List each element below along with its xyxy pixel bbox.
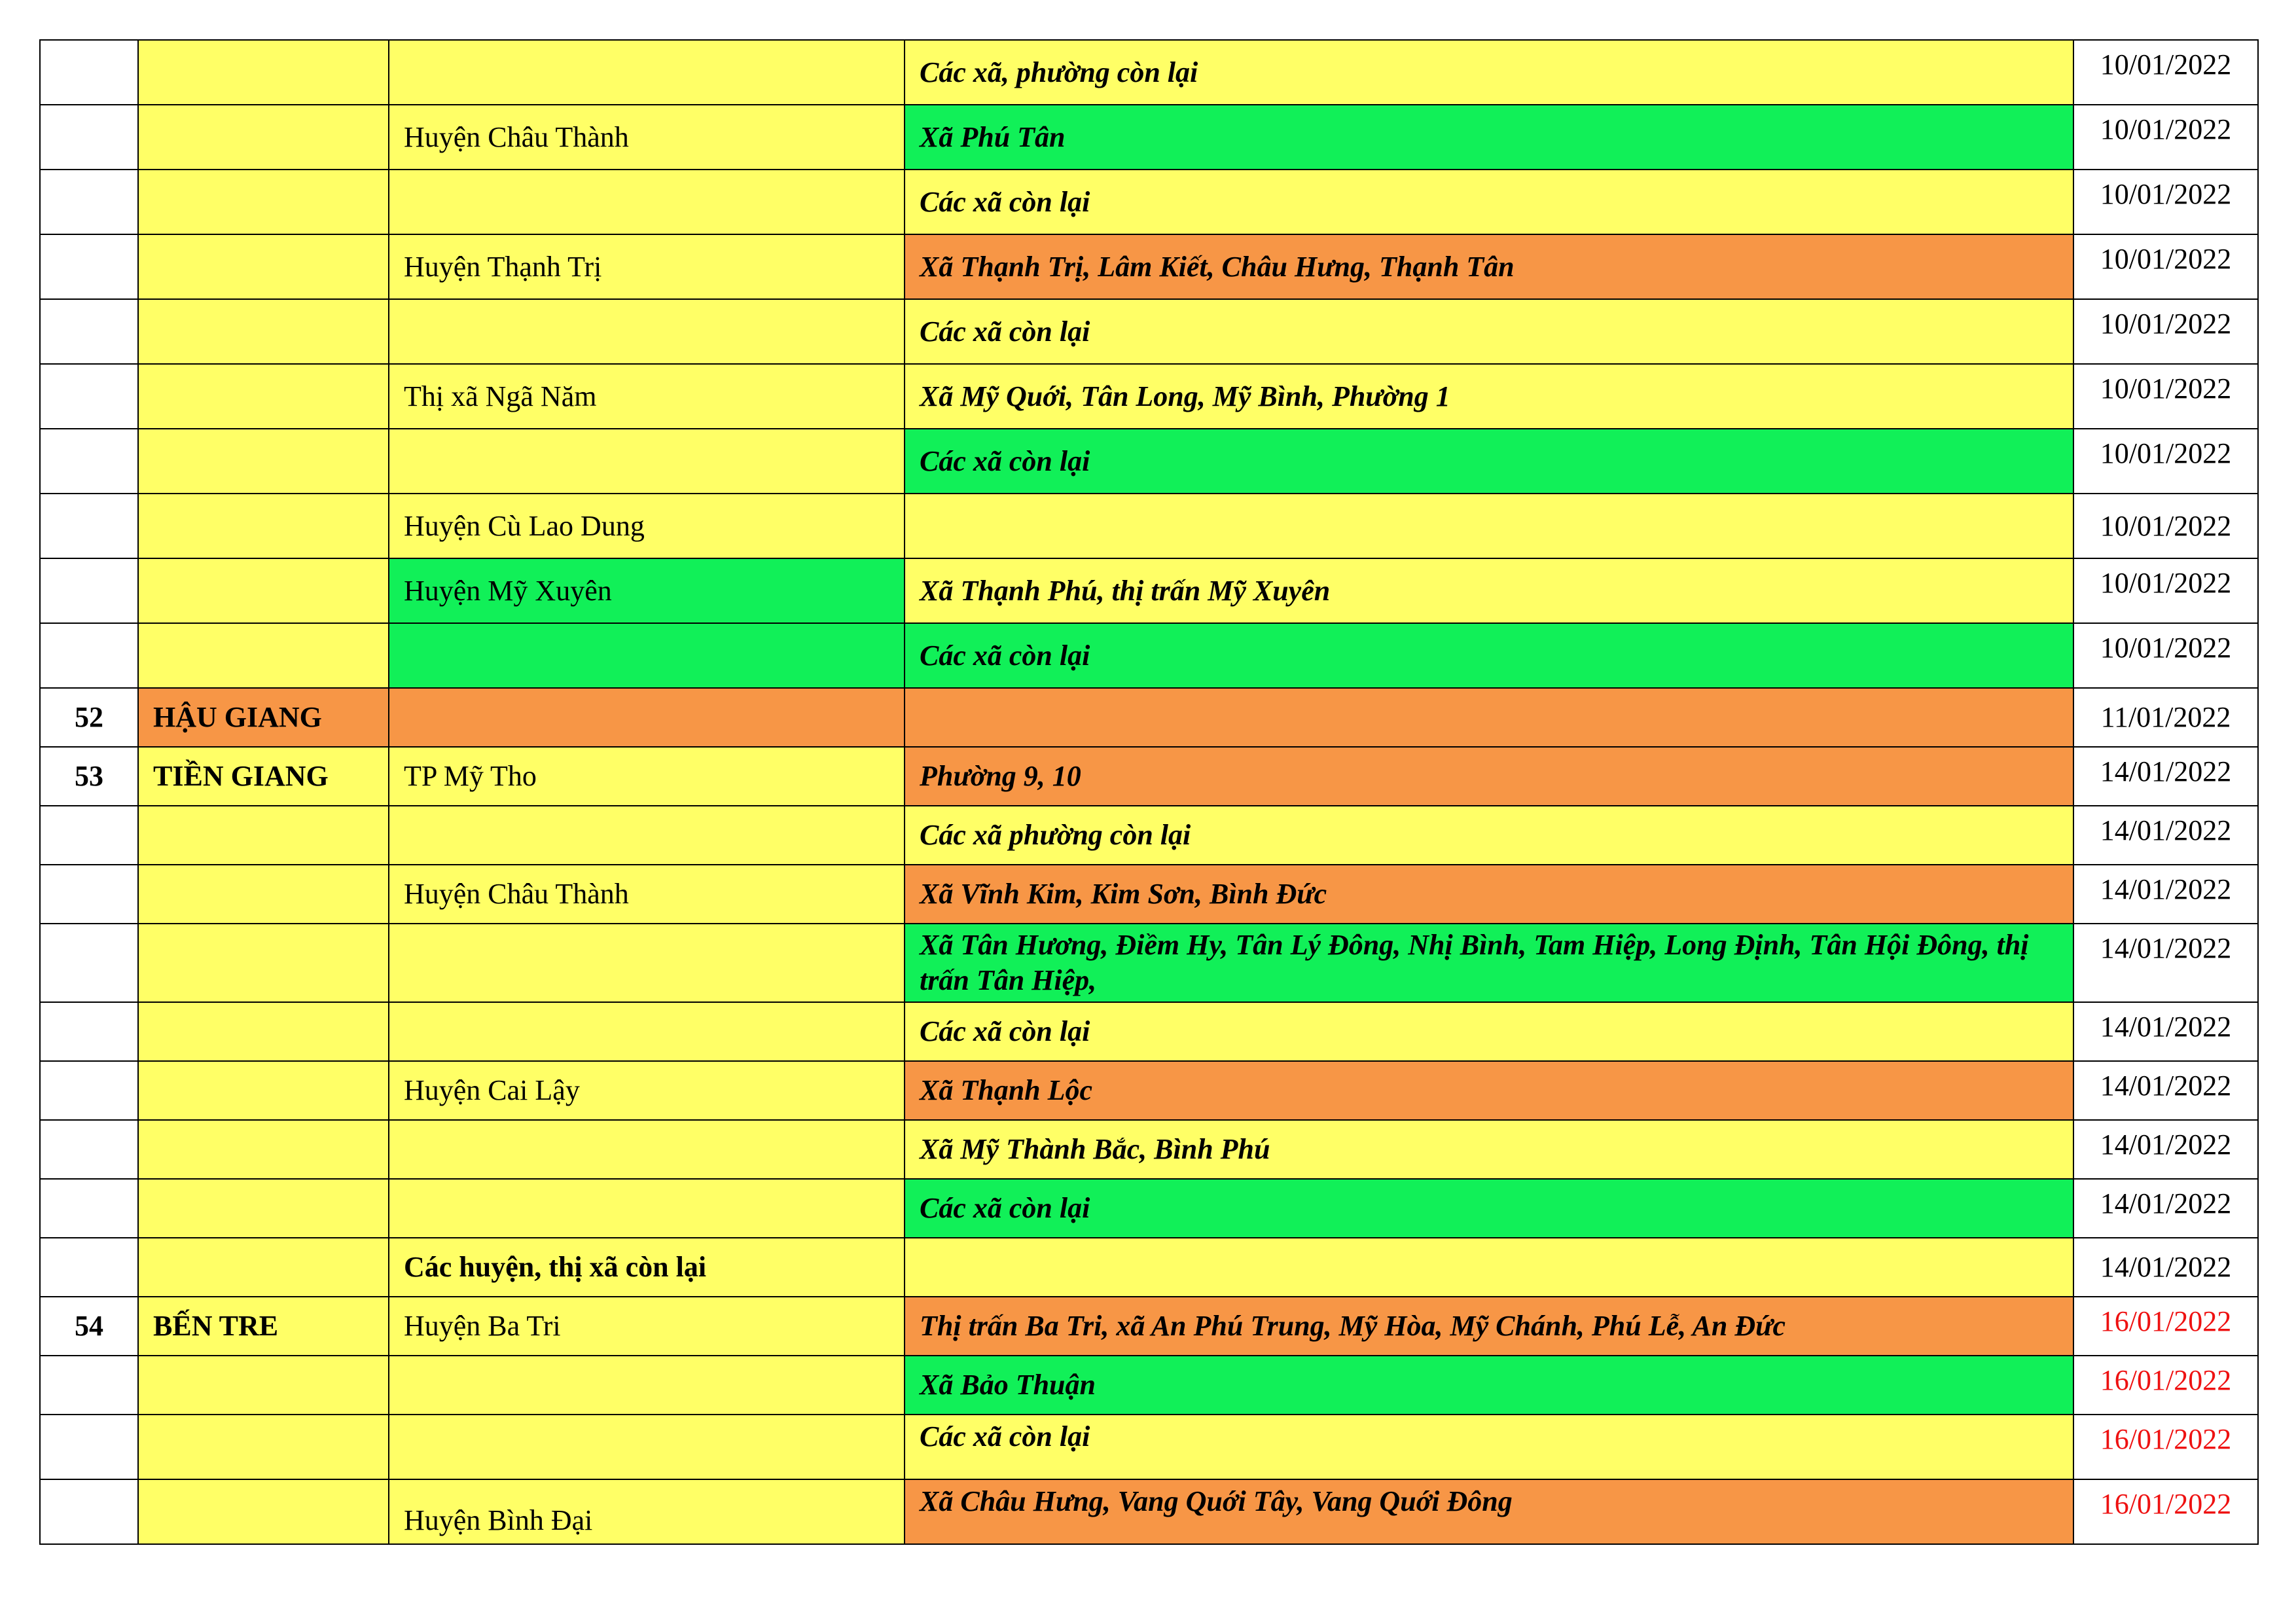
province-cell	[138, 364, 389, 429]
row-number-cell	[40, 105, 138, 170]
table-row	[40, 40, 2258, 105]
date-cell: 16/01/2022	[2073, 1356, 2258, 1415]
province-cell	[138, 299, 389, 364]
date-cell: 11/01/2022	[2073, 688, 2258, 747]
date-cell: 10/01/2022	[2073, 40, 2258, 105]
ward-cell	[905, 1238, 2073, 1297]
table-row	[40, 170, 2258, 234]
date-cell: 16/01/2022	[2073, 1415, 2258, 1479]
district-cell: Các huyện, thị xã còn lại	[389, 1238, 905, 1297]
row-number-cell	[40, 1179, 138, 1238]
table-row	[40, 1238, 2258, 1297]
row-number-cell	[40, 170, 138, 234]
province-cell	[138, 234, 389, 299]
district-cell	[389, 688, 905, 747]
table-row	[40, 688, 2258, 747]
date-cell: 16/01/2022	[2073, 1297, 2258, 1356]
date-cell: 10/01/2022	[2073, 623, 2258, 688]
province-cell	[138, 429, 389, 494]
district-cell	[389, 1356, 905, 1415]
province-cell	[138, 1356, 389, 1415]
province-cell	[138, 170, 389, 234]
table-row	[40, 1002, 2258, 1061]
ward-cell: Các xã còn lại	[905, 1179, 2073, 1238]
row-number-cell	[40, 623, 138, 688]
district-cell: Huyện Châu Thành	[389, 105, 905, 170]
row-number-cell	[40, 494, 138, 558]
table-row	[40, 924, 2258, 1002]
row-number-cell: 53	[40, 747, 138, 806]
district-cell	[389, 299, 905, 364]
date-cell: 14/01/2022	[2073, 1061, 2258, 1120]
district-cell: Huyện Thạnh Trị	[389, 234, 905, 299]
ward-cell: Các xã, phường còn lại	[905, 40, 2073, 105]
row-number-cell	[40, 1415, 138, 1479]
date-cell: 10/01/2022	[2073, 494, 2258, 558]
row-number-cell	[40, 806, 138, 865]
district-cell	[389, 924, 905, 1002]
date-cell: 10/01/2022	[2073, 234, 2258, 299]
district-cell	[389, 623, 905, 688]
row-number-cell	[40, 40, 138, 105]
ward-cell: Xã Phú Tân	[905, 105, 2073, 170]
ward-cell	[905, 688, 2073, 747]
ward-cell: Các xã còn lại	[905, 1002, 2073, 1061]
date-cell: 14/01/2022	[2073, 806, 2258, 865]
ward-cell: Các xã còn lại	[905, 299, 2073, 364]
row-number-cell	[40, 234, 138, 299]
district-cell	[389, 170, 905, 234]
table-row	[40, 1297, 2258, 1356]
ward-cell: Xã Mỹ Thành Bắc, Bình Phú	[905, 1120, 2073, 1179]
row-number-cell	[40, 558, 138, 623]
table-row	[40, 234, 2258, 299]
row-number-cell	[40, 924, 138, 1002]
date-cell: 10/01/2022	[2073, 105, 2258, 170]
province-cell	[138, 1415, 389, 1479]
ward-cell: Xã Vĩnh Kim, Kim Sơn, Bình Đức	[905, 865, 2073, 924]
row-number-cell	[40, 429, 138, 494]
table-row	[40, 1415, 2258, 1479]
ward-cell: Các xã còn lại	[905, 429, 2073, 494]
row-number-cell	[40, 1120, 138, 1179]
table-row	[40, 1356, 2258, 1415]
table-row	[40, 494, 2258, 558]
date-cell: 14/01/2022	[2073, 747, 2258, 806]
province-cell	[138, 1479, 389, 1544]
ward-cell: Xã Thạnh Lộc	[905, 1061, 2073, 1120]
table-row	[40, 623, 2258, 688]
district-cell: TP Mỹ Tho	[389, 747, 905, 806]
date-cell: 14/01/2022	[2073, 865, 2258, 924]
province-cell	[138, 1238, 389, 1297]
row-number-cell	[40, 865, 138, 924]
ward-cell: Xã Thạnh Trị, Lâm Kiết, Châu Hưng, Thạnh Tân	[905, 234, 2073, 299]
row-number-cell	[40, 1479, 138, 1544]
district-cell	[389, 806, 905, 865]
ward-cell: Xã Châu Hưng, Vang Quới Tây, Vang Quới Đông	[905, 1479, 2073, 1544]
ward-cell: Phường 9, 10	[905, 747, 2073, 806]
row-number-cell	[40, 1002, 138, 1061]
ward-cell: Các xã còn lại	[905, 170, 2073, 234]
date-cell: 14/01/2022	[2073, 924, 2258, 1002]
province-cell: HẬU GIANG	[138, 688, 389, 747]
table-row	[40, 1179, 2258, 1238]
row-number-cell	[40, 364, 138, 429]
row-number-cell: 54	[40, 1297, 138, 1356]
province-cell	[138, 105, 389, 170]
district-cell: Huyện Ba Tri	[389, 1297, 905, 1356]
district-cell	[389, 1002, 905, 1061]
ward-cell: Các xã còn lại	[905, 1415, 2073, 1479]
date-cell: 10/01/2022	[2073, 364, 2258, 429]
district-cell: Huyện Bình Đại	[389, 1479, 905, 1544]
date-cell: 16/01/2022	[2073, 1479, 2258, 1544]
table-row	[40, 364, 2258, 429]
table-row	[40, 1120, 2258, 1179]
ward-cell: Xã Tân Hương, Điềm Hy, Tân Lý Đông, Nhị Bình, Tam Hiệp, Long Định, Tân Hội Đông, thị trấn Tân Hiệp,	[905, 924, 2073, 1002]
province-cell	[138, 806, 389, 865]
district-cell	[389, 40, 905, 105]
date-cell: 14/01/2022	[2073, 1120, 2258, 1179]
table-row	[40, 429, 2258, 494]
province-cell	[138, 1120, 389, 1179]
row-number-cell	[40, 1238, 138, 1297]
ward-cell: Các xã còn lại	[905, 623, 2073, 688]
province-cell	[138, 924, 389, 1002]
province-cell	[138, 1179, 389, 1238]
row-number-cell	[40, 1356, 138, 1415]
table-row	[40, 747, 2258, 806]
district-cell	[389, 1415, 905, 1479]
date-cell: 10/01/2022	[2073, 299, 2258, 364]
province-cell	[138, 1061, 389, 1120]
district-cell: Huyện Châu Thành	[389, 865, 905, 924]
data-table	[39, 39, 2259, 1545]
province-cell: BẾN TRE	[138, 1297, 389, 1356]
date-cell: 14/01/2022	[2073, 1238, 2258, 1297]
province-cell	[138, 865, 389, 924]
ward-cell: Xã Bảo Thuận	[905, 1356, 2073, 1415]
district-cell: Huyện Mỹ Xuyên	[389, 558, 905, 623]
district-cell: Thị xã Ngã Năm	[389, 364, 905, 429]
date-cell: 14/01/2022	[2073, 1002, 2258, 1061]
ward-cell	[905, 494, 2073, 558]
date-cell: 10/01/2022	[2073, 429, 2258, 494]
date-cell: 10/01/2022	[2073, 558, 2258, 623]
table-row	[40, 558, 2258, 623]
table-row	[40, 806, 2258, 865]
province-cell: TIỀN GIANG	[138, 747, 389, 806]
row-number-cell	[40, 299, 138, 364]
ward-cell: Thị trấn Ba Tri, xã An Phú Trung, Mỹ Hòa, Mỹ Chánh, Phú Lễ, An Đức	[905, 1297, 2073, 1356]
province-cell	[138, 623, 389, 688]
row-number-cell	[40, 1061, 138, 1120]
date-cell: 10/01/2022	[2073, 170, 2258, 234]
table-row	[40, 1061, 2258, 1120]
row-number-cell: 52	[40, 688, 138, 747]
province-cell	[138, 494, 389, 558]
table-row	[40, 1479, 2258, 1544]
table-row	[40, 299, 2258, 364]
date-cell: 14/01/2022	[2073, 1179, 2258, 1238]
district-cell	[389, 1179, 905, 1238]
ward-cell: Xã Thạnh Phú, thị trấn Mỹ Xuyên	[905, 558, 2073, 623]
district-cell: Huyện Cai Lậy	[389, 1061, 905, 1120]
ward-cell: Xã Mỹ Quới, Tân Long, Mỹ Bình, Phường 1	[905, 364, 2073, 429]
district-cell	[389, 1120, 905, 1179]
table-row	[40, 865, 2258, 924]
district-cell	[389, 429, 905, 494]
province-cell	[138, 558, 389, 623]
province-cell	[138, 1002, 389, 1061]
district-cell: Huyện Cù Lao Dung	[389, 494, 905, 558]
province-cell	[138, 40, 389, 105]
table-row	[40, 105, 2258, 170]
ward-cell: Các xã phường còn lại	[905, 806, 2073, 865]
